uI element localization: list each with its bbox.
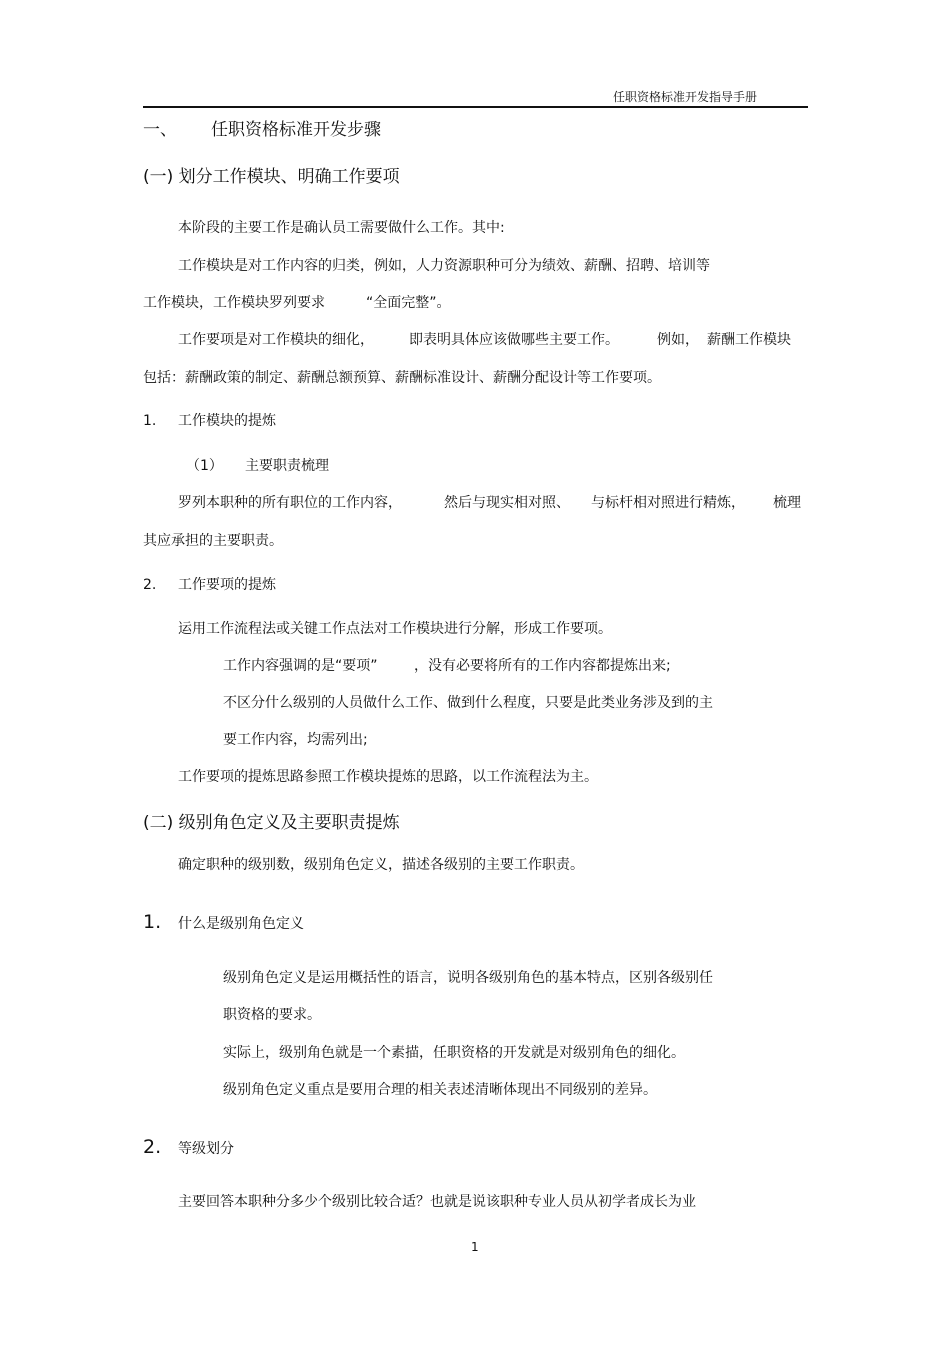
paragraph: 级别角色定义是运用概括性的语言，说明各级别角色的基本特点，区别各级别任	[223, 970, 713, 986]
paragraph: 罗列本职种的所有职位的工作内容，	[178, 495, 402, 511]
paragraph: 运用工作流程法或关键工作点法对工作模块进行分解，形成工作要项。	[178, 621, 612, 637]
item-title: 工作模块的提炼	[178, 413, 276, 429]
header-rule	[143, 106, 808, 108]
paragraph: 主要回答本职种分多少个级别比较合适？也就是说该职种专业人员从初学者成长为业	[178, 1194, 696, 1210]
paragraph: 本阶段的主要工作是确认员工需要做什么工作。其中:	[178, 220, 505, 236]
paragraph: 级别角色定义重点是要用合理的相关表述清晰体现出不同级别的差异。	[223, 1082, 657, 1098]
subsection-title-2: (二) 级别角色定义及主要职责提炼	[143, 813, 400, 833]
item-number: 2.	[143, 577, 157, 593]
paragraph: 然后与现实相对照、	[444, 495, 570, 511]
paragraph: 包括：薪酬政策的制定、薪酬总额预算、薪酬标准设计、薪酬分配设计等工作要项。	[143, 370, 661, 386]
paragraph: 工作模块，工作模块罗列要求	[143, 295, 325, 311]
section-number: 一、	[143, 120, 177, 140]
bullet-text: 工作内容强调的是“要项”	[223, 658, 378, 674]
paragraph: 梳理	[773, 495, 801, 511]
page-number: 1	[471, 1240, 479, 1254]
paragraph: “全面完整”。	[366, 295, 451, 311]
paragraph: 工作要项的提炼思路参照工作模块提炼的思路，以工作流程法为主。	[178, 769, 598, 785]
item-number: 1.	[143, 413, 157, 429]
bullet-text: 要工作内容，均需列出;	[223, 732, 368, 748]
paragraph: 薪酬工作模块	[707, 332, 791, 348]
bullet-text: 不区分什么级别的人员做什么工作、做到什么程度，只要是此类业务涉及到的主	[223, 695, 713, 711]
paragraph: 实际上，级别角色就是一个素描，任职资格的开发就是对级别角色的细化。	[223, 1045, 685, 1061]
subitem-number: （1）	[186, 458, 223, 474]
header-title: 任职资格标准开发指导手册	[613, 90, 758, 104]
item-number: 1.	[143, 911, 162, 933]
paragraph: 工作要项是对工作模块的细化，	[178, 332, 374, 348]
paragraph: 工作模块是对工作内容的归类，例如，人力资源职种可分为绩效、薪酬、招聘、培训等	[178, 258, 710, 274]
paragraph: 例如，	[657, 332, 699, 348]
item-title: 等级划分	[178, 1141, 234, 1157]
subsection-title-1: (一) 划分工作模块、明确工作要项	[143, 167, 400, 187]
paragraph: 其应承担的主要职责。	[143, 533, 283, 549]
section-title: 任职资格标准开发步骤	[211, 120, 381, 140]
bullet-text: ，没有必要将所有的工作内容都提炼出来;	[414, 658, 671, 674]
paragraph: 即表明具体应该做哪些主要工作。	[409, 332, 619, 348]
paragraph: 确定职种的级别数，级别角色定义，描述各级别的主要工作职责。	[178, 857, 584, 873]
item-title: 工作要项的提炼	[178, 577, 276, 593]
item-title: 什么是级别角色定义	[178, 916, 304, 932]
paragraph: 职资格的要求。	[223, 1007, 321, 1023]
paragraph: 与标杆相对照进行精炼，	[591, 495, 745, 511]
item-number: 2.	[143, 1136, 162, 1158]
subitem-title: 主要职责梳理	[245, 458, 329, 474]
